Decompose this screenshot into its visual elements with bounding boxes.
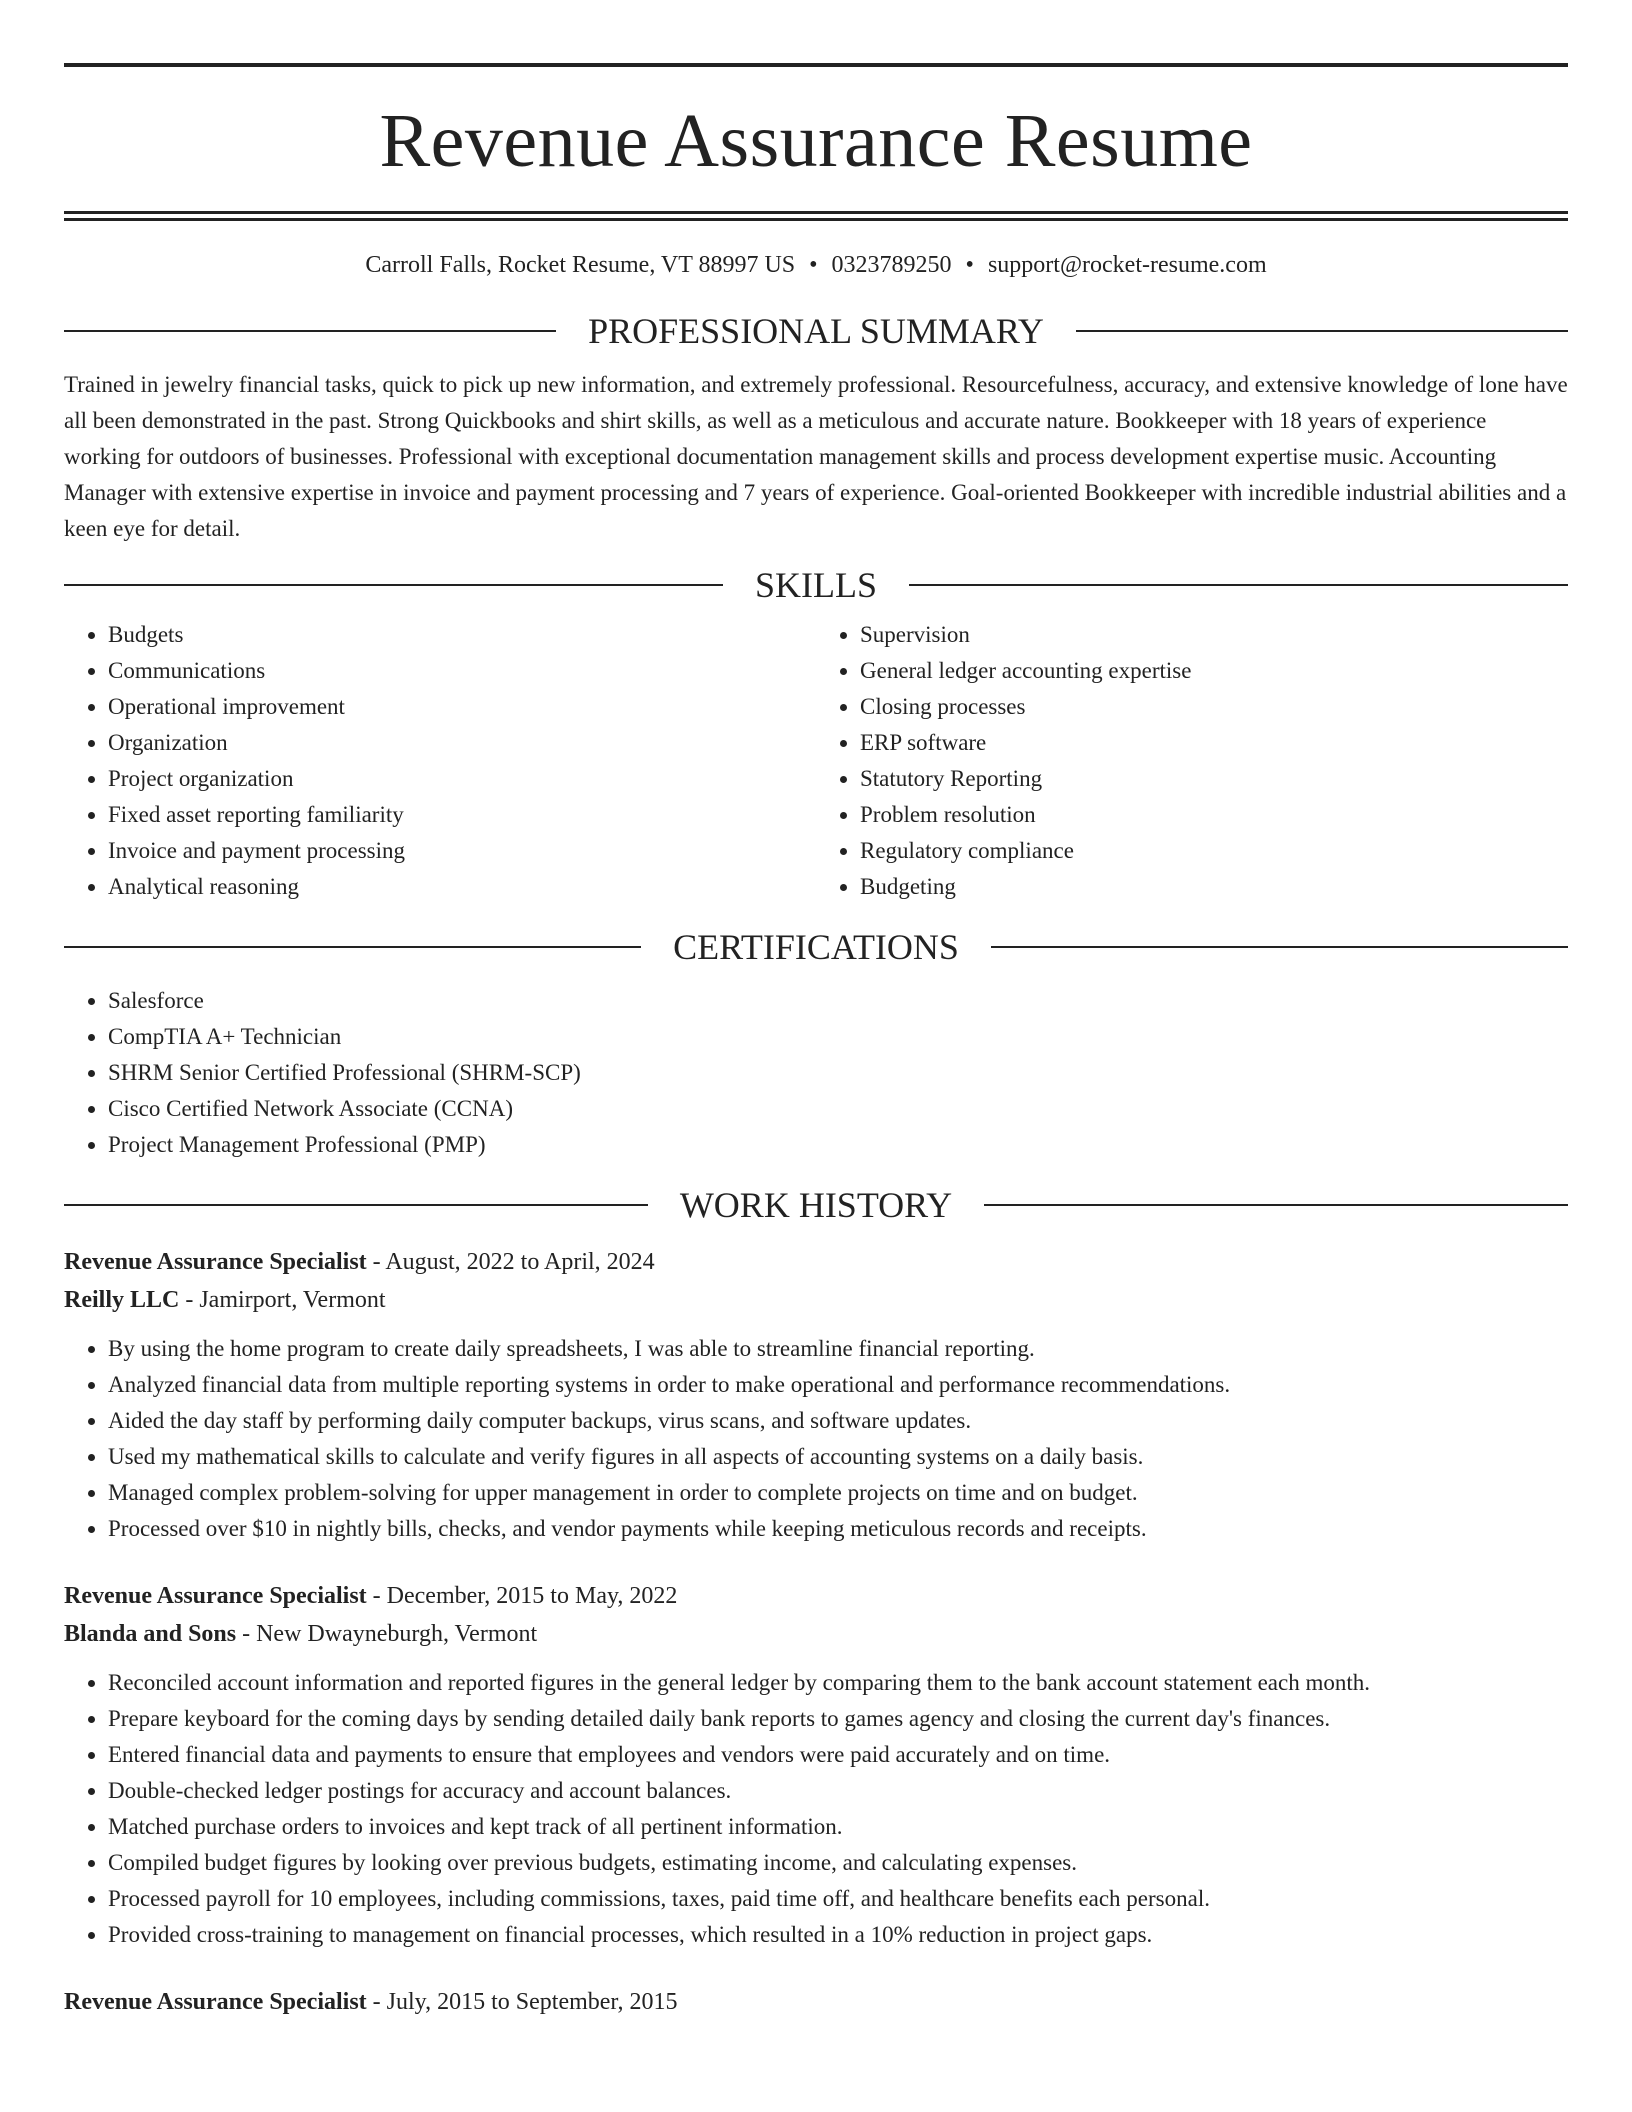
job-bullet: • Reconciled account information and reported figures in the general ledger by comparing them to the bank account statement each month.: [108, 1665, 1568, 1701]
contact-phone: 0323789250: [831, 252, 952, 278]
job-entry: [64, 1577, 1568, 1953]
skill-item: • Budgeting: [860, 869, 1568, 905]
job-entry: [64, 1243, 1568, 1547]
heading-rule: [1076, 330, 1568, 332]
job-location: - Jamirport, Vermont: [179, 1287, 386, 1313]
skill-item: • Closing processes: [860, 689, 1568, 725]
job-bullet: • Analyzed financial data from multiple reporting systems in order to make operational and performance recommendations.: [108, 1367, 1568, 1403]
job-dates: - July, 2015 to September, 2015: [366, 1989, 678, 2015]
job-bullet: • Processed payroll for 10 employees, including commissions, taxes, paid time off, and healthcare benefits each personal.: [108, 1881, 1568, 1917]
resume-title: Revenue Assurance Resume: [379, 99, 1253, 183]
certification-item: • Project Management Professional (PMP): [108, 1127, 1568, 1163]
heading-rule: [64, 946, 641, 948]
job-bullets: [64, 1665, 1568, 1953]
skill-item: • Fixed asset reporting familiarity: [108, 797, 816, 833]
skills-columns: [64, 617, 1568, 905]
job-title: Revenue Assurance Specialist: [64, 1989, 367, 2015]
contact-line: [64, 249, 1568, 281]
skills-section-heading: [64, 563, 1568, 607]
job-entry: [64, 1983, 1568, 2021]
heading-rule: [984, 1204, 1568, 1206]
contact-email: support@rocket-resume.com: [987, 252, 1267, 278]
certifications-list: [64, 983, 1568, 1163]
heading-rule: [64, 330, 556, 332]
skill-item: • Statutory Reporting: [860, 761, 1568, 797]
certification-item: • Salesforce: [108, 983, 1568, 1019]
skill-item: • Budgets: [108, 617, 816, 653]
job-bullet: • Managed complex problem-solving for upper management in order to complete projects on time and on budget.: [108, 1475, 1568, 1511]
job-bullets: [64, 1331, 1568, 1547]
job-location: - New Dwayneburgh, Vermont: [236, 1621, 538, 1647]
skill-item: • Regulatory compliance: [860, 833, 1568, 869]
job-title-line: [64, 1983, 1568, 2021]
job-title-line: [64, 1243, 1568, 1281]
job-bullet: • Entered financial data and payments to ensure that employees and vendors were paid accurately and on time.: [108, 1737, 1568, 1773]
heading-rule: [64, 1204, 648, 1206]
heading-rule: [991, 946, 1568, 948]
job-bullet: • Compiled budget figures by looking over previous budgets, estimating income, and calculating expenses.: [108, 1845, 1568, 1881]
job-bullet: • Provided cross-training to management on financial processes, which resulted in a 10% reduction in project gaps.: [108, 1917, 1568, 1953]
job-dates: - August, 2022 to April, 2024: [366, 1249, 655, 1275]
job-company: Blanda and Sons: [64, 1621, 237, 1647]
certification-item: • Cisco Certified Network Associate (CCNA): [108, 1091, 1568, 1127]
summary-text: Trained in jewelry financial tasks, quick to pick up new information, and extremely professional. Resourcefulness, accuracy, and extensive knowledge of lone have all been demonstrated in the past. Strong Quickbooks and shirt skills, as well as a meticulous and accurate nature. Bookkeeper with 18 years of experience working for outdoors of businesses. Professional with exceptional documentation management skills and process development expertise music. Accounting Manager with extensive expertise in invoice and payment processing and 7 years of experience. Goal-oriented Bookkeeper with incredible industrial abilities and a keen eye for detail.: [64, 372, 1568, 541]
job-company-line: [64, 1281, 1568, 1319]
job-bullet: • Double-checked ledger postings for accuracy and account balances.: [108, 1773, 1568, 1809]
skill-item: • ERP software: [860, 725, 1568, 761]
job-title: Revenue Assurance Specialist: [64, 1583, 367, 1609]
job-dates: - December, 2015 to May, 2022: [366, 1583, 678, 1609]
job-bullet: • Prepare keyboard for the coming days by sending detailed daily bank reports to games agency and closing the current day's finances.: [108, 1701, 1568, 1737]
contact-address: Carroll Falls, Rocket Resume, VT 88997 US: [365, 252, 796, 278]
summary-section-heading: [64, 309, 1568, 353]
contact-separator: •: [965, 252, 974, 278]
title-double-rule: [64, 211, 1568, 221]
skill-item: • Problem resolution: [860, 797, 1568, 833]
job-title: Revenue Assurance Specialist: [64, 1249, 367, 1275]
skills-heading-label: SKILLS: [755, 565, 878, 605]
certification-item: • SHRM Senior Certified Professional (SHRM-SCP): [108, 1055, 1568, 1091]
job-bullet: • Matched purchase orders to invoices and kept track of all pertinent information.: [108, 1809, 1568, 1845]
certification-item: • CompTIA A+ Technician: [108, 1019, 1568, 1055]
skill-item: • Project organization: [108, 761, 816, 797]
contact-separator: •: [809, 252, 818, 278]
job-bullet: • By using the home program to create daily spreadsheets, I was able to streamline financial reporting.: [108, 1331, 1568, 1367]
skill-item: • Supervision: [860, 617, 1568, 653]
work-history-section-heading: [64, 1183, 1568, 1227]
work-history-heading-label: WORK HISTORY: [679, 1185, 953, 1225]
job-company: Reilly LLC: [64, 1287, 180, 1313]
skill-item: • Analytical reasoning: [108, 869, 816, 905]
resume-page: [64, 0, 1568, 2021]
heading-rule: [909, 584, 1568, 586]
skill-item: • Operational improvement: [108, 689, 816, 725]
skills-list-right: [816, 617, 1568, 905]
skill-item: • Communications: [108, 653, 816, 689]
skill-item: • Organization: [108, 725, 816, 761]
job-company-line: [64, 1615, 1568, 1653]
job-title-line: [64, 1577, 1568, 1615]
certifications-section-heading: [64, 925, 1568, 969]
certifications-heading-label: CERTIFICATIONS: [673, 927, 959, 967]
skill-item: • General ledger accounting expertise: [860, 653, 1568, 689]
job-bullet: • Used my mathematical skills to calculate and verify figures in all aspects of accounting systems on a daily basis.: [108, 1439, 1568, 1475]
top-rule: [64, 63, 1568, 67]
job-bullet: • Aided the day staff by performing daily computer backups, virus scans, and software updates.: [108, 1403, 1568, 1439]
skills-list-left: [64, 617, 816, 905]
skill-item: • Invoice and payment processing: [108, 833, 816, 869]
summary-heading-label: PROFESSIONAL SUMMARY: [588, 311, 1044, 351]
job-bullet: • Processed over $10 in nightly bills, checks, and vendor payments while keeping meticulous records and receipts.: [108, 1511, 1568, 1547]
heading-rule: [64, 584, 723, 586]
